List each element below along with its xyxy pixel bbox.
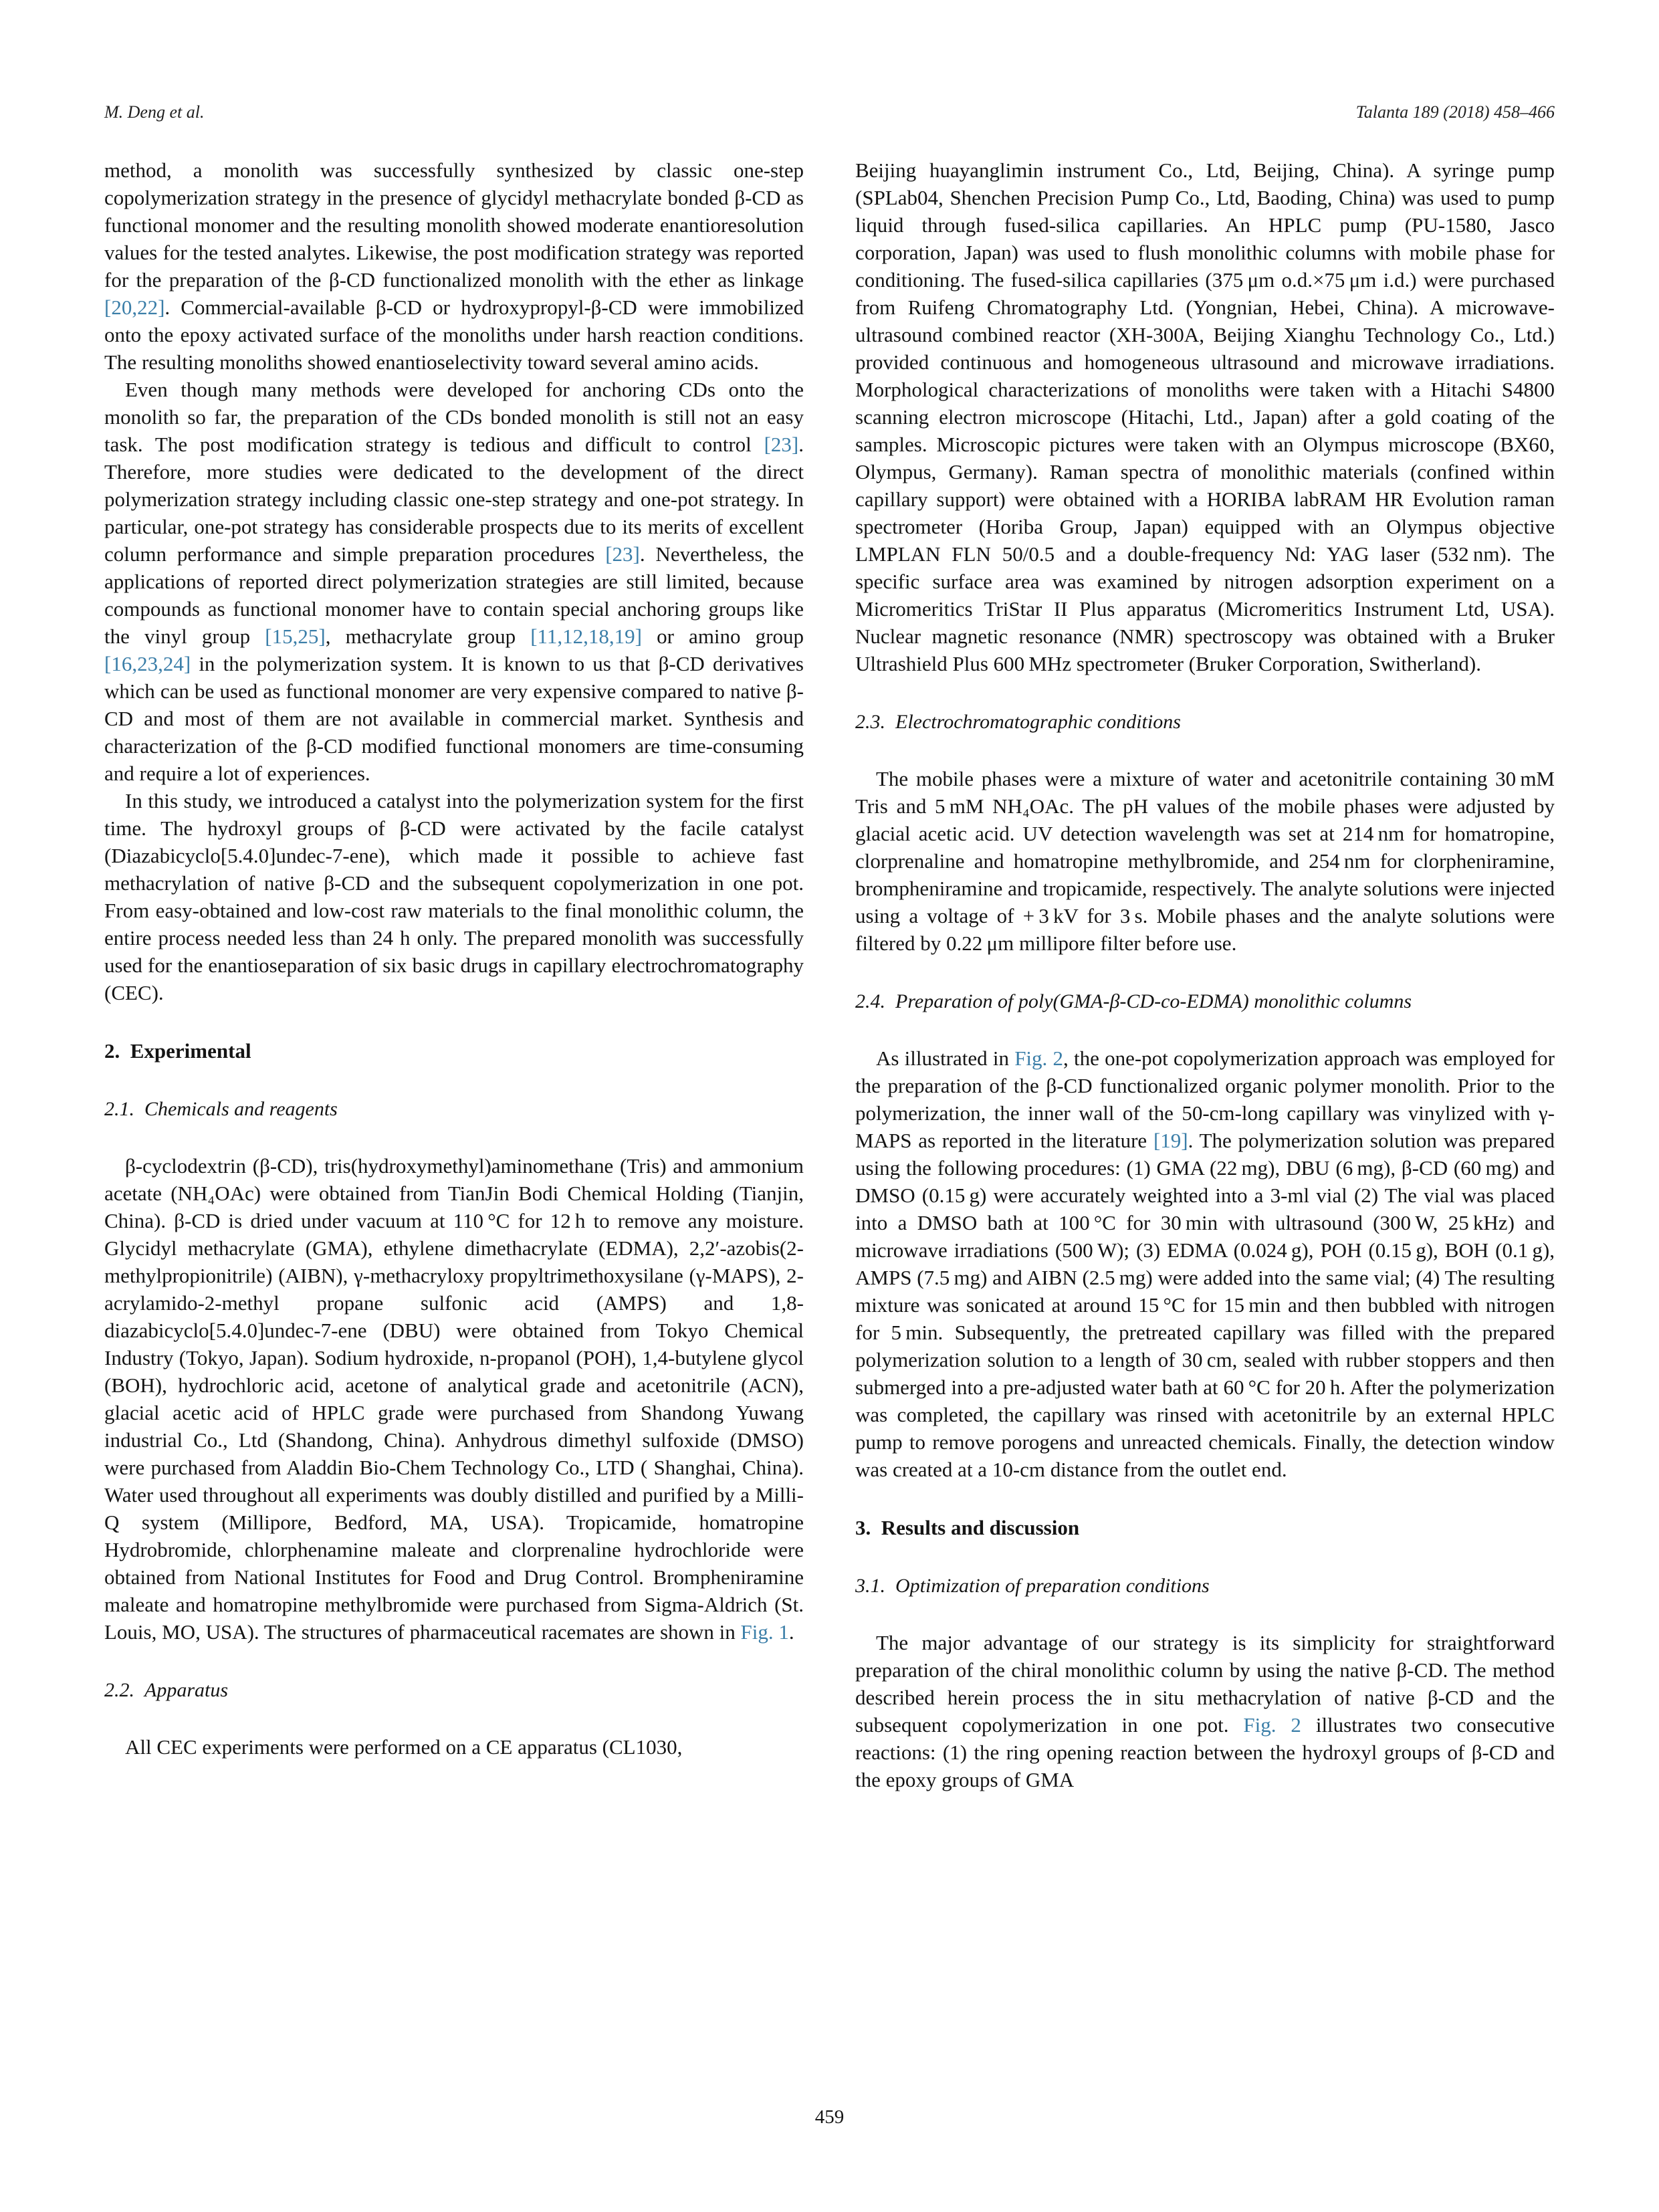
- section-heading-results: 3. Results and discussion: [855, 1516, 1080, 1539]
- paragraph-text: .: [788, 1620, 794, 1644]
- paragraph: In this study, we introduced a catalyst into the polymerization system for the first time. The hydroxyl groups of β-CD were activated by the facile catalyst (Diazabicyclo[5.4.0]undec-7-ene), which made it possible to achieve fast methacrylation of native β-CD and the subsequent copolymerization in one pot. From easy-obtained and low-cost raw materials to the final monolithic column, the entire process needed less than 24 h only. The prepared monolith was successfully used for the enantioseparation of six basic drugs in capillary electrochromatography (CEC).: [104, 789, 804, 1004]
- citation-link[interactable]: [23]: [605, 542, 640, 566]
- citation-link[interactable]: [20,22]: [104, 296, 165, 319]
- paragraph: Beijing huayanglimin instrument Co., Ltd, Beijing, China). A syringe pump (SPLab04, Shenchen Precision Pump Co., Ltd, Baoding, China) was used to pump liquid through fused-silica capillaries. An HPLC pump (PU-1580, Jasco corporation, Japan) was used to flush monolithic columns with mobile phase for conditioning. The fused-silica capillaries (375 μm o.d.×75 μm i.d.) were purchased from Ruifeng Chromatography Ltd. (Yongnian, Hebei, China). A microwave-ultrasound combined reactor (XH-300A, Beijing Xianghu Technology Co., Ltd.) provided continuous and homogeneous ultrasound and microwave irradiations. Morphological characterizations of monoliths were taken with a Hitachi S4800 scanning electron microscope (Hitachi, Ltd., Japan) after a gold coating of the samples. Microscopic pictures were taken with an Olympus microscope (BX60, Olympus, Germany). Raman spectra of monolithic materials (confined within capillary support) were obtained with a HORIBA labRAM HR Evolution raman spectrometer (Horiba Group, Japan) equipped with an Olympus objective LMPLAN FLN 50/0.5 and a double-frequency Nd: YAG laser (532 nm). The specific surface area was examined by nitrogen adsorption experiment on a Micromeritics TriStar II Plus apparatus (Micromeritics Instrument Ltd, USA). Nuclear magnetic resonance (NMR) spectroscopy was obtained with a Bruker Ultrashield Plus 600 MHz spectrometer (Bruker Corporation, Switherland).: [855, 158, 1555, 675]
- paragraph-text: As illustrated in: [876, 1046, 1015, 1070]
- page-number: 459: [814, 2106, 845, 2128]
- subsection-heading-chemicals: 2.1. Chemicals and reagents: [104, 1098, 338, 1120]
- left-column: [104, 156, 804, 1761]
- paragraph: [855, 1629, 1555, 1793]
- paragraph-text: in the polymerization system. It is known to us that β-CD derivatives which can be used as functional monomer are very expensive compared to native β-CD and most of them are not available in commercial market. Synthesis and characterization of the β-CD modified functional monomers are time-consuming and require a lot of experiences.: [104, 652, 804, 785]
- paragraph: [104, 1152, 804, 1646]
- paragraph-text: The major advantage of our strategy is its simplicity for straightforward preparation of the chiral monolithic column by using the native β-CD. The method described herein process the in situ methacrylation of native β-CD and the subsequent copolymerization in one pot.: [855, 1631, 1555, 1737]
- paragraph-text: , methacrylate group: [325, 625, 531, 648]
- citation-link[interactable]: [11,12,18,19]: [530, 625, 642, 648]
- subsection-heading-preparation: 2.4. Preparation of poly(GMA-β-CD-co-EDMA) monolithic columns: [855, 990, 1412, 1012]
- paragraph: [104, 376, 804, 787]
- citation-link[interactable]: [19]: [1153, 1129, 1188, 1152]
- figure-link[interactable]: Fig. 2: [1014, 1046, 1064, 1070]
- figure-link[interactable]: Fig. 2: [1243, 1713, 1301, 1737]
- citation-link[interactable]: [16,23,24]: [104, 652, 191, 675]
- paragraph: [104, 156, 804, 376]
- subsection-heading-electrochromatographic: 2.3. Electrochromatographic conditions: [855, 711, 1181, 733]
- paragraph-text: illustrates two consecutive reactions: (1) the ring opening reaction between the hydroxyl groups of β-CD and the epoxy groups of GMA: [855, 1713, 1555, 1791]
- figure-link[interactable]: Fig. 1: [740, 1620, 789, 1644]
- running-head-journal: Talanta 189 (2018) 458–466: [1355, 102, 1555, 122]
- section-heading-experimental: 2. Experimental: [104, 1039, 251, 1063]
- paragraph: The mobile phases were a mixture of water and acetonitrile containing 30 mM Tris and 5 mM NH₄OAc. The pH values of the mobile phases were adjusted by glacial acetic acid. UV detection wavelength was set at 214 nm for homatropine, clorprenaline and homatropine methylbromide, and 254 nm for clorpheniramine, brompheniramine and tropicamide, respectively. The analyte solutions were injected using a voltage of + 3 kV for 3 s. Mobile phases and the analyte solutions were filtered by 0.22 μm millipore filter before use.: [855, 767, 1555, 955]
- paragraph-text: . Therefore, more studies were dedicated to the development of the direct polymerization strategy including classic one-step strategy and one-pot strategy. In particular, one-pot strategy has considerable prospects due to its merits of excellent column performance and simple preparation procedures: [104, 433, 804, 566]
- paragraph-text: method, a monolith was successfully synthesized by classic one-step copolymerization strategy in the presence of glycidyl methacrylate bonded β-CD as functional monomer and the resulting monolith showed moderate enantioresolution values for the tested analytes. Likewise, the post modification strategy was reported for the preparation of the β-CD functionalized monolith with the ether as linkage: [104, 158, 804, 292]
- paragraph-text: . Nevertheless, the applications of reported direct polymerization strategies are still limited, because compounds as functional monomer have to contain special anchoring groups like the vinyl group: [104, 542, 804, 648]
- paragraph: [855, 1044, 1555, 1483]
- paragraph-text: , the one-pot copolymerization approach was employed for the preparation of the β-CD functionalized organic polymer monolith. Prior to the polymerization, the inner wall of the 50-cm-long capillary was vinylized with γ-MAPS as reported in the literature: [855, 1046, 1555, 1152]
- running-head: [104, 102, 1555, 123]
- running-head-author: M. Deng et al.: [104, 102, 205, 122]
- paragraph: All CEC experiments were performed on a CE apparatus (CL1030,: [125, 1735, 683, 1759]
- citation-link[interactable]: [23]: [764, 433, 799, 456]
- citation-link[interactable]: [15,25]: [265, 625, 326, 648]
- paragraph-text: β-cyclodextrin (β-CD), tris(hydroxymethyl)aminomethane (Tris) and ammonium acetate (NH₄OAc) were obtained from TianJin Bodi Chemical Holding (Tianjin, China). β-CD is dried under vacuum at 110 °C for 12 h to remove any moisture. Glycidyl methacrylate (GMA), ethylene dimethacrylate (EDMA), 2,2′-azobis(2-methylpropionitrile) (AIBN), γ-methacryloxy propyltrimethoxysilane (γ-MAPS), 2-acrylamido-2-methyl propane sulfonic acid (AMPS) and 1,8-diazabicyclo[5.4.0]undec-7-ene (DBU) were obtained from Tokyo Chemical Industry (Tokyo, Japan). Sodium hydroxide, n-propanol (POH), 1,4-butylene glycol (BOH), hydrochloric acid, acetone of analytical grade and acetonitrile (ACN), glacial acetic acid of HPLC grade were purchased from Shandong Yuwang industrial Co., Ltd (Shandong, China). Anhydrous dimethyl sulfoxide (DMSO) were purchased from Aladdin Bio-Chem Technology Co., LTD ( Shanghai, China). Water used throughout all experiments was doubly distilled and purified by a Milli-Q system (Millipore, Bedford, MA, USA). Tropicamide, homatropine Hydrobromide, chlorphenamine maleate and clorprenaline hydrochloride were obtained from National Institutes for Food and Drug Control. Brompheniramine maleate and homatropine methylbromide were purchased from Sigma-Aldrich (St. Louis, MO, USA). The structures of pharmaceutical racemates are shown in: [104, 1154, 804, 1644]
- paragraph-text: . The polymerization solution was prepared using the following procedures: (1) GMA (22 mg), DBU (6 mg), β-CD (60 mg) and DMSO (0.15 g) were accurately weighted into a 3-ml vial (2) The vial was placed into a DMSO bath at 100 °C for 30 min with ultrasound (300 W, 25 kHz) and microwave irradiations (500 W); (3) EDMA (0.024 g), POH (0.15 g), BOH (0.1 g), AMPS (7.5 mg) and AIBN (2.5 mg) were added into the same vial; (4) The resulting mixture was sonicated at around 15 °C for 15 min and then bubbled with nitrogen for 5 min. Subsequently, the pretreated capillary was filled with the prepared polymerization solution to a length of 30 cm, sealed with rubber stoppers and then submerged into a pre-adjusted water bath at 60 °C for 20 h. After the polymerization was completed, the capillary was rinsed with acetonitrile by an external HPLC pump to remove porogens and unreacted chemicals. Finally, the detection window was created at a 10-cm distance from the outlet end.: [855, 1129, 1555, 1481]
- subsection-heading-apparatus: 2.2. Apparatus: [104, 1679, 229, 1701]
- paragraph-text: or amino group: [641, 625, 804, 648]
- paragraph-text: Even though many methods were developed for anchoring CDs onto the monolith so far, the preparation of the CDs bonded monolith is still not an easy task. The post modification strategy is tedious and difficult to control: [104, 378, 804, 456]
- subsection-heading-optimization: 3.1. Optimization of preparation conditions: [855, 1575, 1210, 1597]
- paragraph-text: . Commercial-available β-CD or hydroxypropyl-β-CD were immobilized onto the epoxy activated surface of the monoliths under harsh reaction conditions. The resulting monoliths showed enantioselectivity toward several amino acids.: [104, 296, 804, 374]
- right-column: [855, 156, 1555, 1793]
